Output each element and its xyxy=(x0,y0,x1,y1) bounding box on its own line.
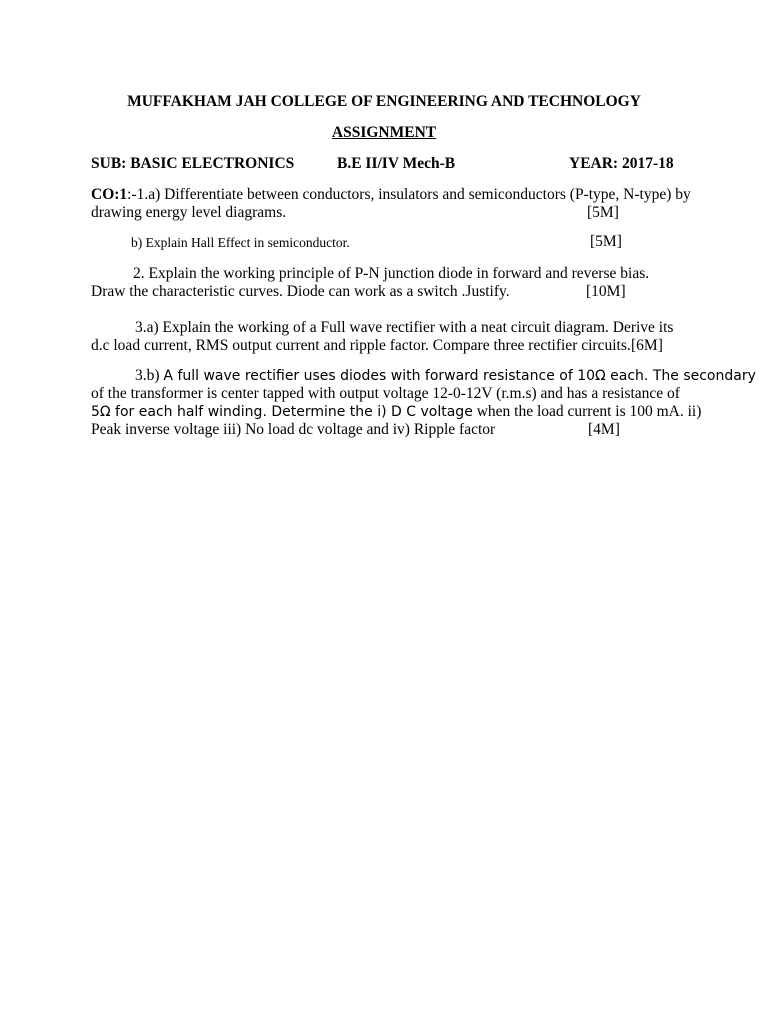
question-3b-number: 3.b) xyxy=(135,367,164,384)
question-2-line-1: 2. Explain the working principle of P-N junction diode in forward and reverse bias. xyxy=(133,265,650,282)
question-3b-line-1 xyxy=(135,367,756,385)
question-2-marks: [10M] xyxy=(586,283,626,300)
question-3a-marks: [6M] xyxy=(631,337,663,354)
question-1a-text: :-1.a) Differentiate between conductors, insulators and semiconductors (P-type, N-type) by xyxy=(127,186,691,203)
year-label: YEAR: 2017-18 xyxy=(569,155,674,172)
course-outcome-label: CO:1 xyxy=(91,186,128,203)
question-3a-line-1: 3.a) Explain the working of a Full wave rectifier with a neat circuit diagram. Derive its xyxy=(135,319,674,336)
class-label: B.E II/IV Mech-B xyxy=(337,155,456,172)
college-title: MUFFAKHAM JAH COLLEGE OF ENGINEERING AND TECHNOLOGY xyxy=(127,93,641,110)
question-1a-line-1 xyxy=(91,186,691,204)
question-2-line-2: Draw the characteristic curves. Diode can work as a switch .Justify. xyxy=(91,283,510,300)
question-3b-line-4: Peak inverse voltage iii) No load dc voltage and iv) Ripple factor xyxy=(91,421,496,438)
question-1a-line-2: drawing energy level diagrams. xyxy=(91,204,287,221)
question-3b-line-2: of the transformer is center tapped with output voltage 12-0-12V (r.m.s) and has a resistance of xyxy=(91,385,680,402)
question-3b-text-part-3: when the load current is 100 mA. ii) xyxy=(472,403,702,420)
question-3b-text-part-2: 5Ω for each half winding. Determine the i) D C voltage xyxy=(91,404,473,420)
subject-label: SUB: BASIC ELECTRONICS xyxy=(91,155,295,172)
document-type-heading: ASSIGNMENT xyxy=(331,124,437,141)
question-1a-marks: [5M] xyxy=(587,204,619,221)
question-3a-line-2: d.c load current, RMS output current and ripple factor. Compare three rectifier circuits. xyxy=(91,337,631,354)
question-1b-text: b) Explain Hall Effect in semiconductor. xyxy=(131,235,350,250)
question-1b-marks: [5M] xyxy=(590,233,622,250)
question-3b-line-3 xyxy=(91,403,701,421)
question-3b-text-part-1: A full wave rectifier uses diodes with forward resistance of 10Ω each. The secondary xyxy=(163,368,756,384)
question-3b-marks: [4M] xyxy=(588,421,620,438)
